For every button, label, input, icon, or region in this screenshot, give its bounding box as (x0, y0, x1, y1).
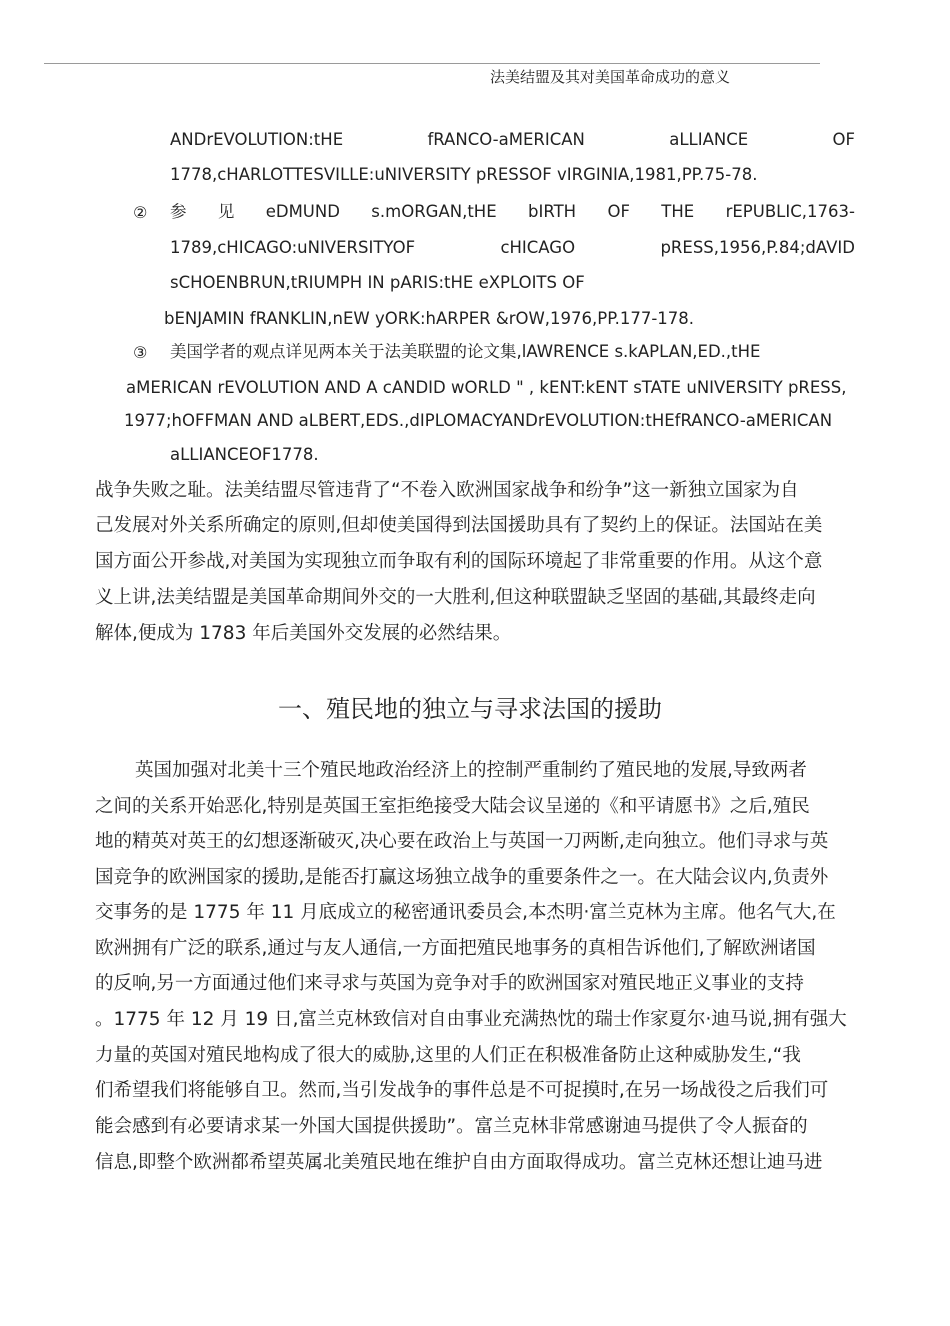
footnote-word: rEPUBLIC,1763- (725, 202, 855, 221)
paragraph-2-line: 地的精英对英王的幻想逐渐破灭,决心要在政治上与英国一刀两断,走向独立。他们寻求与英 (95, 831, 829, 852)
paragraph-2-line: 交事务的是 1775 年 11 月底成立的秘密通讯委员会,本杰明·富兰克林为主席。他名气大,在 (95, 902, 836, 923)
paragraph-1-line: 战争失败之耻。法美结盟尽管违背了“不卷入欧洲国家战争和纷争”这一新独立国家为自 (95, 480, 799, 501)
running-header: 法美结盟及其对美国革命成功的意义 (490, 68, 731, 86)
footnote-word: aLLIANCE (669, 130, 749, 149)
footnote-2-line-3: sCHOENBRUN,tRIUMPH IN pARIS:tHE eXPLOITS OF (170, 273, 585, 292)
paragraph-2-line: 的反响,另一方面通过他们来寻求与英国为竞争对手的欧洲国家对殖民地正义事业的支持 (95, 973, 804, 994)
footnote-3-line-1: 美国学者的观点详见两本关于法美联盟的论文集,lAWRENCE s.kAPLAN,ED.,tHE (170, 342, 761, 361)
footnote-2-line-4: bENJAMIN fRANKLIN,nEW yORK:hARPER &rOW,1976,PP.177-178. (164, 309, 695, 328)
footnote-2-line-1 (170, 202, 855, 222)
header-rule (44, 63, 820, 64)
paragraph-2-line: 力量的英国对殖民地构成了很大的威胁,这里的人们正在积极准备防止这种威胁发生,“我 (95, 1045, 801, 1066)
footnote-1-line-1 (170, 130, 855, 150)
footnote-2-marker: ② (133, 203, 148, 222)
paragraph-2-line: 信息,即整个欧洲都希望英属北美殖民地在维护自由方面取得成功。富兰克林还想让迪马进 (95, 1152, 823, 1173)
paragraph-2-line: 能会感到有必要请求某一外国大国提供援助”。富兰克林非常感谢迪马提供了令人振奋的 (95, 1116, 808, 1137)
paragraph-2-line: 欧洲拥有广泛的联系,通过与友人通信,一方面把殖民地事务的真相告诉他们,了解欧洲诸国 (95, 938, 816, 959)
footnote-1-line-2: 1778,cHARLOTTESVILLE:uNIVERSITY pRESSOF vIRGINIA,1981,PP.75-78. (170, 165, 758, 184)
footnote-word: ANDrEVOLUTION:tHE (170, 130, 344, 149)
paragraph-1-line: 己发展对外关系所确定的原则,但却使美国得到法国援助具有了契约上的保证。法国站在美 (95, 515, 823, 536)
footnote-word: OF (832, 130, 855, 149)
paragraph-1-line: 解体,便成为 1783 年后美国外交发展的必然结果。 (95, 623, 512, 644)
paragraph-2-line: 英国加强对北美十三个殖民地政治经济上的控制严重制约了殖民地的发展,导致两者 (135, 760, 807, 781)
paragraph-1-line: 义上讲,法美结盟是美国革命期间外交的一大胜利,但这种联盟缺乏坚固的基础,其最终走向 (95, 587, 816, 608)
footnote-word: THE (661, 202, 695, 221)
paragraph-2-line: 之间的关系开始恶化,特别是英国王室拒绝接受大陆会议呈递的《和平请愿书》之后,殖民 (95, 796, 810, 817)
paragraph-2-line: 。1775 年 12 月 19 日,富兰克林致信对自由事业充满热忱的瑞士作家夏尔·迪马说,拥有强大 (95, 1009, 847, 1030)
footnote-word: bIRTH (528, 202, 577, 221)
footnote-word: 见 (217, 202, 235, 221)
footnote-3-line-4: aLLIANCEOF1778. (170, 445, 319, 464)
footnote-3-line-2: aMERICAN rEVOLUTION AND A cANDID wORLD " , kENT:kENT sTATE uNIVERSITY pRESS, (126, 378, 847, 397)
paragraph-2-line: 们希望我们将能够自卫。然而,当引发战争的事件总是不可捉摸时,在另一场战役之后我们可 (95, 1080, 829, 1101)
footnote-word: OF (607, 202, 630, 221)
footnote-3-marker: ③ (133, 343, 148, 362)
footnote-word: 参 (170, 202, 187, 221)
paragraph-1-line: 国方面公开参战,对美国为实现独立而争取有利的国际环境起了非常重要的作用。从这个意 (95, 551, 823, 572)
footnote-2-line-2 (170, 238, 855, 258)
section-heading: 一、殖民地的独立与寻求法国的援助 (278, 695, 662, 723)
footnote-word: 1789,cHICAGO:uNIVERSITYOF (170, 238, 416, 257)
footnote-word: eDMUND (265, 202, 340, 221)
footnote-word: s.mORGAN,tHE (371, 202, 497, 221)
footnote-word: fRANCO-aMERICAN (427, 130, 585, 149)
footnote-word: pRESS,1956,P.84;dAVID (660, 238, 855, 257)
paragraph-2-line: 国竞争的欧洲国家的援助,是能否打赢这场独立战争的重要条件之一。在大陆会议内,负责外 (95, 867, 829, 888)
footnote-word: cHICAGO (500, 238, 576, 257)
footnote-3-line-3: 1977;hOFFMAN AND aLBERT,EDS.,dIPLOMACYANDrEVOLUTION:tHEfRANCO-aMERICAN (124, 411, 833, 430)
